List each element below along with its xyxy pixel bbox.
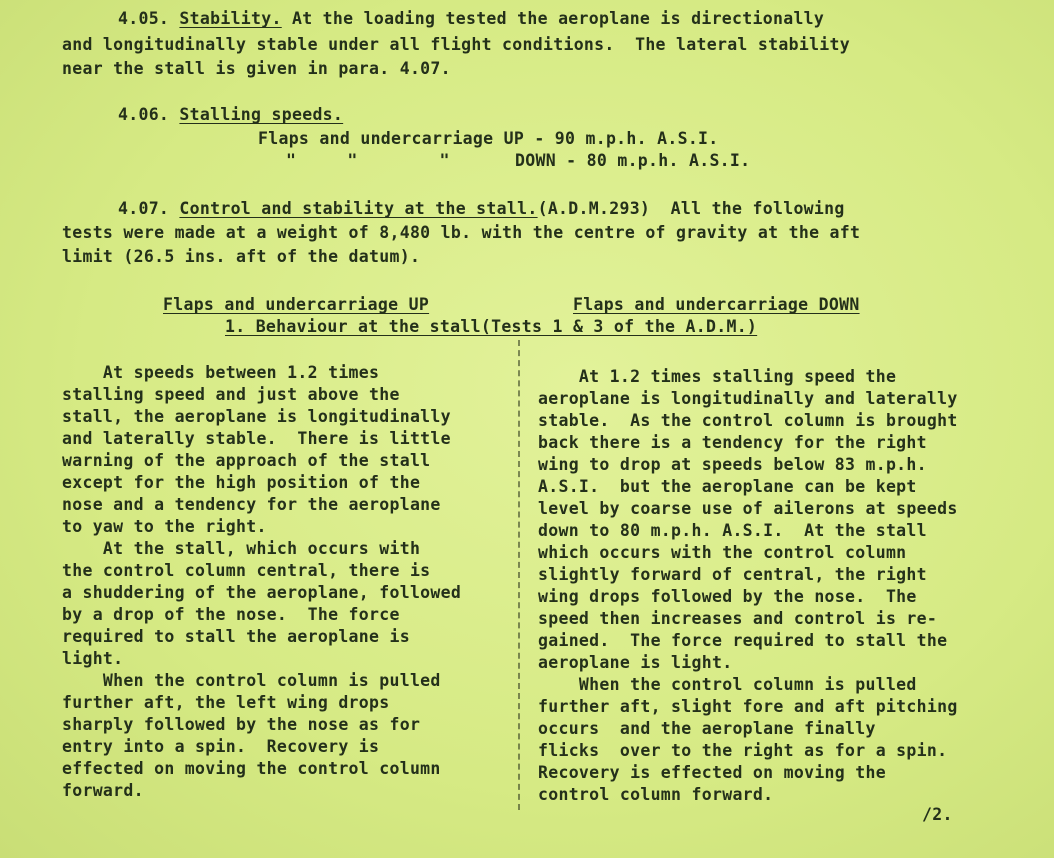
right-text-line: further aft, slight fore and aft pitching [538, 697, 958, 716]
right-text-line: which occurs with the control column [538, 543, 907, 562]
para-407-line-3: limit (26.5 ins. aft of the datum). [62, 247, 421, 266]
left-text-line: effected on moving the control column [62, 759, 441, 778]
para-405-number: 4.05. [118, 9, 170, 28]
para-406-number: 4.06. [118, 105, 170, 124]
stalling-speed-ditto: " " " [286, 151, 450, 170]
left-text-line: a shuddering of the aeroplane, followed [62, 583, 462, 602]
para-407-line-1 [118, 198, 845, 220]
para-407-after-ref: All the following [670, 199, 845, 218]
right-text-line: occurs and the aeroplane finally [538, 719, 876, 738]
para-407-line-2: tests were made at a weight of 8,480 lb. with the centre of gravity at the aft [62, 223, 861, 242]
left-text-line: required to stall the aeroplane is [62, 627, 410, 646]
left-text-line: sharply followed by the nose as for [62, 715, 421, 734]
left-text-line: except for the high position of the [62, 473, 421, 492]
stalling-speed-down: DOWN - 80 m.p.h. A.S.I. [515, 151, 751, 170]
para-406-heading: Stalling speeds. [179, 105, 344, 124]
left-text-line: light. [62, 649, 124, 668]
left-text-line: to yaw to the right. [62, 517, 267, 536]
stalling-speed-up: Flaps and undercarriage UP - 90 m.p.h. A.S.I. [258, 129, 719, 148]
left-text-line: and laterally stable. There is little [62, 429, 451, 448]
para-405-line-3: near the stall is given in para. 4.07. [62, 59, 451, 78]
right-text-line: level by coarse use of ailerons at speeds [538, 499, 958, 518]
left-text-line: further aft, the left wing drops [62, 693, 390, 712]
right-text-line: aeroplane is longitudinally and laterally [538, 389, 958, 408]
right-text-line: Recovery is effected on moving the [538, 763, 886, 782]
right-text-line: wing drops followed by the nose. The [538, 587, 917, 606]
para-405-text-1: At the loading tested the aeroplane is directionally [291, 9, 825, 28]
right-column [538, 366, 958, 806]
right-text-line: aeroplane is light. [538, 653, 733, 672]
right-text-line: control column forward. [538, 785, 774, 804]
para-406-heading-line [118, 104, 343, 126]
right-text-line: speed then increases and control is re- [538, 609, 938, 628]
column-divider [518, 340, 522, 810]
left-text-line: by a drop of the nose. The force [62, 605, 400, 624]
right-text-line: A.S.I. but the aeroplane can be kept [538, 477, 917, 496]
left-text-line: entry into a spin. Recovery is [62, 737, 380, 756]
para-407-heading: Control and stability at the stall. [179, 199, 538, 218]
para-407-ref: (A.D.M.293) [537, 199, 651, 218]
right-text-line: down to 80 m.p.h. A.S.I. At the stall [538, 521, 927, 540]
right-text-line: flicks over to the right as for a spin. [538, 741, 948, 760]
left-column-header: Flaps and undercarriage UP [163, 295, 430, 314]
para-405-line-1 [118, 8, 824, 30]
para-407-number: 4.07. [118, 199, 170, 218]
left-text-line: stalling speed and just above the [62, 385, 400, 404]
left-text-line: At speeds between 1.2 times [62, 363, 380, 382]
right-text-line: gained. The force required to stall the [538, 631, 948, 650]
right-text-line: wing to drop at speeds below 83 m.p.h. [538, 455, 927, 474]
para-405-line-2: and longitudinally stable under all flight conditions. The lateral stability [62, 35, 851, 54]
left-text-line: nose and a tendency for the aeroplane [62, 495, 441, 514]
behaviour-subheading: 1. Behaviour at the stall(Tests 1 & 3 of the A.D.M.) [225, 317, 758, 336]
right-text-line: back there is a tendency for the right [538, 433, 927, 452]
page-marker: /2. [922, 805, 953, 824]
right-text-line: stable. As the control column is brought [538, 411, 958, 430]
left-text-line: At the stall, which occurs with [62, 539, 421, 558]
para-405-heading: Stability. [179, 9, 282, 28]
right-text-line: When the control column is pulled [538, 675, 917, 694]
right-text-line: slightly forward of central, the right [538, 565, 927, 584]
right-text-line: At 1.2 times stalling speed the [538, 367, 897, 386]
left-text-line: the control column central, there is [62, 561, 431, 580]
left-text-line: When the control column is pulled [62, 671, 441, 690]
right-column-header: Flaps and undercarriage DOWN [573, 295, 860, 314]
left-text-line: warning of the approach of the stall [62, 451, 431, 470]
left-text-line: forward. [62, 781, 144, 800]
left-text-line: stall, the aeroplane is longitudinally [62, 407, 451, 426]
left-column [62, 362, 461, 802]
